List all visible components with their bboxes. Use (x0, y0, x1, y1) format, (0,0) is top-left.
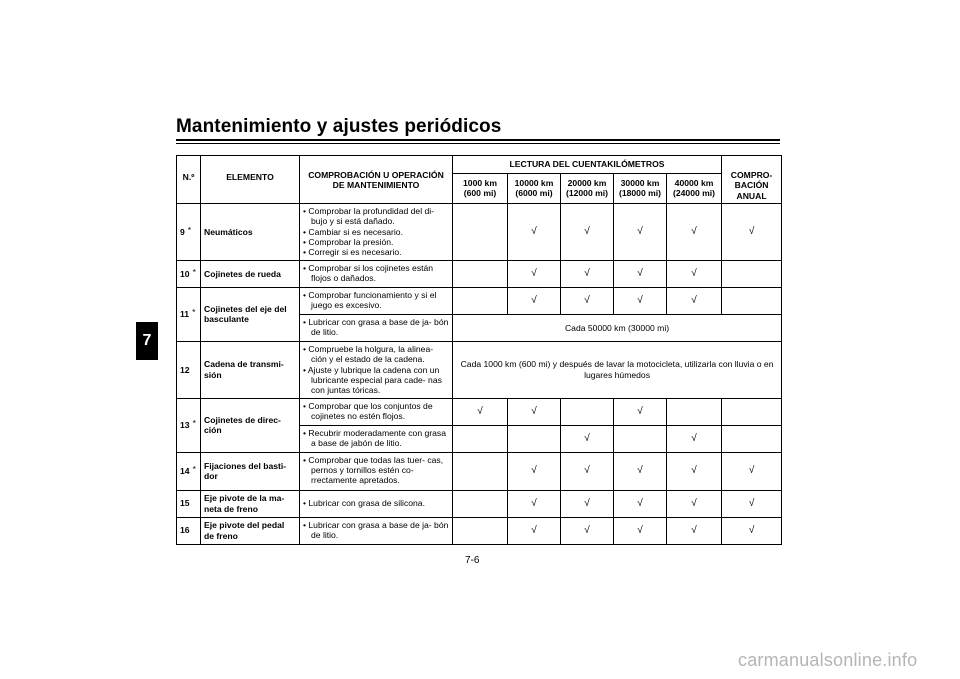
row-number: 15 (177, 490, 201, 517)
table-row (177, 452, 782, 490)
row-element: Cadena de transmi- sión (201, 341, 300, 398)
row-number: 16 (177, 517, 201, 544)
check-cell: √ (667, 287, 722, 314)
interval-note: Cada 50000 km (30000 mi) (453, 314, 782, 341)
check-cell (453, 425, 508, 452)
operation-item: • Lubricar con grasa a base de ja- bón de litio. (303, 520, 449, 541)
check-cell: √ (453, 398, 508, 425)
header-annual: COMPRO-BACIÓN ANUAL (722, 156, 782, 204)
row-number: 12 (177, 341, 201, 398)
chapter-tab: 7 (136, 322, 158, 360)
check-cell: √ (561, 452, 614, 490)
interval-mi: (24000 mi) (673, 188, 716, 199)
interval-mi: (600 mi) (463, 188, 497, 199)
title-rule-thin (176, 143, 780, 144)
check-cell (453, 517, 508, 544)
check-cell: √ (722, 452, 782, 490)
check-cell: √ (561, 517, 614, 544)
operation-item: • Comprobar si los cojinetes están flojos o dañados. (303, 263, 449, 284)
check-cell: √ (667, 203, 722, 260)
check-cell: √ (667, 490, 722, 517)
check-cell: √ (508, 452, 561, 490)
operation-item: • Lubricar con grasa de silicona. (303, 498, 449, 508)
check-cell (453, 490, 508, 517)
operation-item: • Comprobar funcionamiento y si el juego es excesivo. (303, 290, 449, 311)
row-operation (300, 452, 453, 490)
operation-item: • Comprobar que los conjuntos de cojinetes no estén flojos. (303, 401, 449, 422)
row-element: Cojinetes de direc- ción (201, 398, 300, 452)
row-element: Cojinetes de rueda (201, 260, 300, 287)
row-element: Fijaciones del basti- dor (201, 452, 300, 490)
maintenance-table (176, 155, 782, 545)
star-mark: * (192, 266, 196, 277)
check-cell: √ (614, 398, 667, 425)
check-cell: √ (614, 203, 667, 260)
check-cell: √ (667, 452, 722, 490)
check-cell: √ (508, 287, 561, 314)
check-cell: √ (508, 490, 561, 517)
row-operation (300, 398, 453, 425)
row-operation (300, 203, 453, 260)
row-operation (300, 287, 453, 314)
interval-km: 20000 km (567, 178, 607, 189)
check-cell: √ (667, 517, 722, 544)
row-element: Eje pivote de la ma- neta de freno (201, 490, 300, 517)
check-cell: √ (667, 260, 722, 287)
header-interval (614, 173, 667, 203)
check-cell: √ (561, 287, 614, 314)
table-row (177, 517, 782, 544)
star-mark: * (192, 463, 196, 474)
row-operation (300, 517, 453, 544)
table-row (177, 341, 782, 398)
interval-note: Cada 1000 km (600 mi) y después de lavar la motocicleta, utilizarla con lluvia o en lugares húmedos (453, 341, 782, 398)
check-cell: √ (508, 517, 561, 544)
check-cell: √ (561, 260, 614, 287)
check-cell: √ (561, 203, 614, 260)
title-rule (176, 139, 780, 141)
interval-km: 40000 km (674, 178, 714, 189)
interval-mi: (6000 mi) (515, 188, 553, 199)
check-cell: √ (614, 287, 667, 314)
check-cell (453, 452, 508, 490)
operation-item: • Ajuste y lubrique la cadena con un lubricante especial para cade- nas con juntas tóricas. (303, 365, 449, 396)
row-operation (300, 260, 453, 287)
header-interval (508, 173, 561, 203)
check-cell (561, 398, 614, 425)
check-cell (722, 260, 782, 287)
header-row (177, 156, 782, 174)
check-cell: √ (561, 490, 614, 517)
operation-item: • Lubricar con grasa a base de ja- bón de litio. (303, 317, 449, 338)
check-cell: √ (722, 517, 782, 544)
operation-item: • Corregir si es necesario. (303, 247, 449, 257)
table-row (177, 260, 782, 287)
operation-item: • Cambiar si es necesario. (303, 227, 449, 237)
check-cell: √ (722, 203, 782, 260)
watermark: carmanualsonline.info (738, 650, 918, 670)
check-cell: √ (614, 517, 667, 544)
row-number: 11 * (177, 287, 201, 341)
interval-mi: (12000 mi) (565, 188, 609, 199)
row-number: 10 * (177, 260, 201, 287)
table-row (177, 287, 782, 314)
check-cell (453, 260, 508, 287)
check-cell: √ (508, 398, 561, 425)
row-element: Cojinetes del eje del basculante (201, 287, 300, 341)
check-cell: √ (614, 452, 667, 490)
row-number: 13 * (177, 398, 201, 452)
check-cell (453, 287, 508, 314)
star-mark: * (192, 417, 196, 428)
interval-mi: (18000 mi) (618, 188, 662, 199)
page-title: Mantenimiento y ajustes periódicos (176, 116, 502, 137)
operation-item: • Recubrir moderadamente con grasa a base de jabón de litio. (303, 428, 449, 449)
header-interval (561, 173, 614, 203)
page-number: 7-6 (465, 555, 480, 566)
check-cell (508, 425, 561, 452)
check-cell (453, 203, 508, 260)
header-odometer: LECTURA DEL CUENTAKILÓMETROS (453, 156, 722, 174)
operation-item: • Compruebe la holgura, la alinea- ción y el estado de la cadena. (303, 344, 449, 365)
row-element: Neumáticos (201, 203, 300, 260)
interval-km: 10000 km (514, 178, 554, 189)
star-mark: * (192, 307, 196, 318)
header-element: ELEMENTO (201, 156, 300, 204)
check-cell: √ (508, 260, 561, 287)
check-cell (614, 425, 667, 452)
operation-item: • Comprobar que todas las tuer- cas, pernos y tornillos estén co- rrectamente apretados. (303, 455, 449, 486)
check-cell: √ (722, 490, 782, 517)
table-row (177, 203, 782, 260)
header-interval (453, 173, 508, 203)
row-operation (300, 425, 453, 452)
operation-item: • Comprobar la presión. (303, 237, 449, 247)
operation-item: • Comprobar la profundidad del di- bujo y si está dañado. (303, 206, 449, 227)
row-number: 9 * (177, 203, 201, 260)
row-operation (300, 341, 453, 398)
interval-km: 30000 km (620, 178, 660, 189)
check-cell: √ (508, 203, 561, 260)
check-cell (722, 398, 782, 425)
row-element: Eje pivote del pedal de freno (201, 517, 300, 544)
check-cell: √ (614, 260, 667, 287)
check-cell (722, 425, 782, 452)
table-row (177, 490, 782, 517)
star-mark: * (187, 224, 192, 235)
check-cell: √ (614, 490, 667, 517)
check-cell (722, 287, 782, 314)
check-cell: √ (667, 425, 722, 452)
interval-km: 1000 km (463, 178, 497, 189)
row-operation (300, 490, 453, 517)
header-no: N.º (177, 156, 201, 204)
check-cell (667, 398, 722, 425)
check-cell: √ (561, 425, 614, 452)
row-operation (300, 314, 453, 341)
header-operation: COMPROBACIÓN U OPERACIÓN DE MANTENIMIENTO (300, 156, 453, 204)
row-number: 14 * (177, 452, 201, 490)
header-interval (667, 173, 722, 203)
table-row (177, 398, 782, 425)
